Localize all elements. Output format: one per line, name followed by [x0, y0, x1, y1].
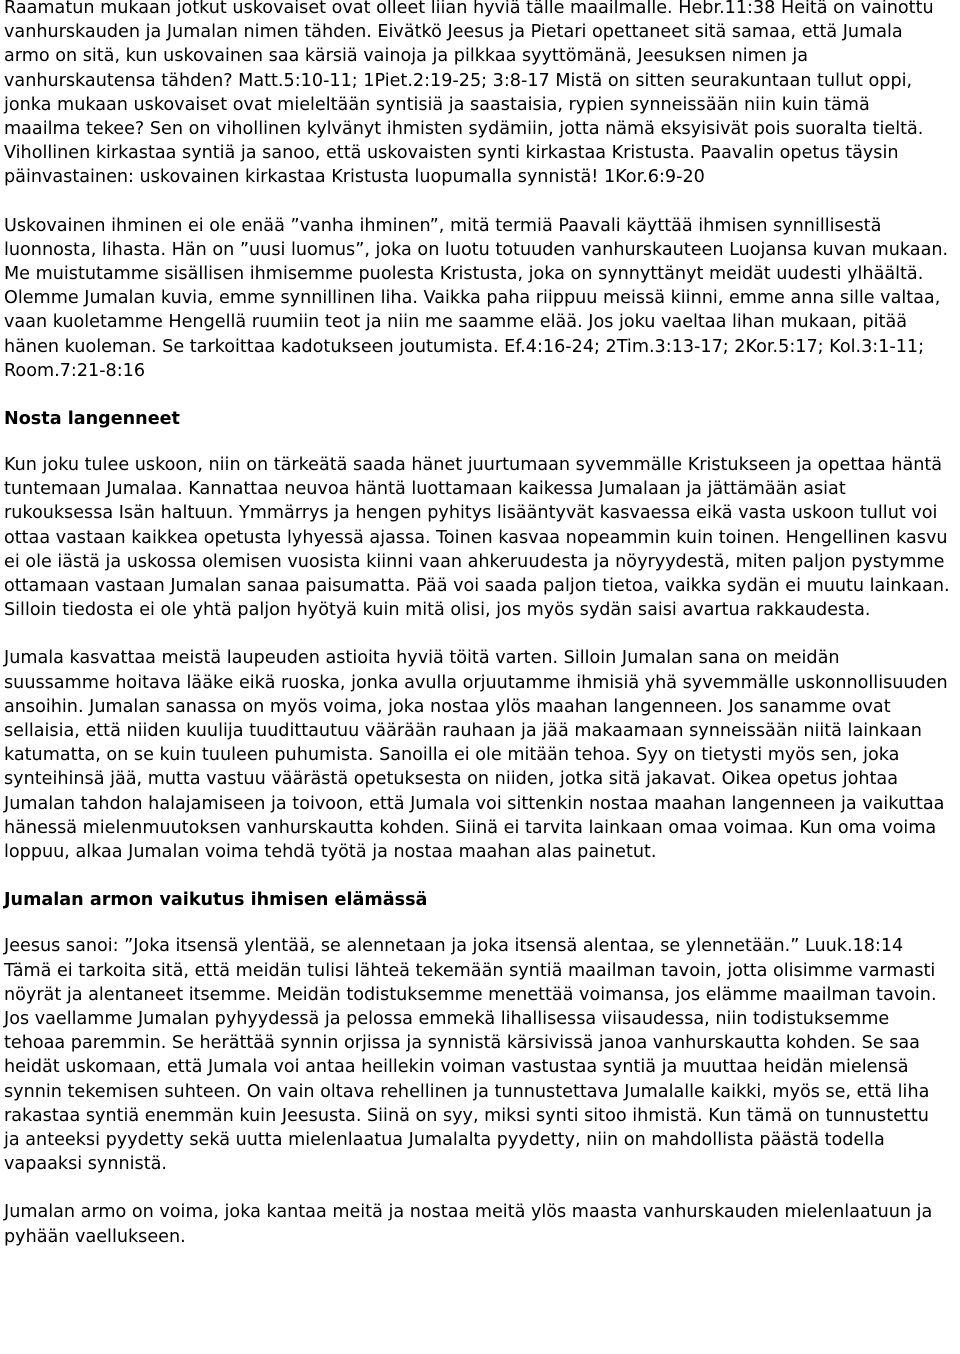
paragraph-grace-is-power: Jumalan armo on voima, joka kantaa meitä ja nostaa meitä ylös maasta vanhurskauden mielenlaatuun ja pyhään vaellukseen. — [4, 1202, 933, 1247]
section-heading-lift-the-fallen: Nosta langenneet — [4, 409, 180, 430]
paragraph-humility-testimony: Jeesus sanoi: ”Joka itsensä ylentää, se alennetaan ja joka itsensä alentaa, se ylennetään.” Luuk.18:14 Tämä ei tarkoita sitä, että meidän tulisi lähteä tekemään syntiä maailman tavoin, jotta olisimme varmasti nöyrät ja alentaneet itsemme. Meidän todistuksemme menettää voimansa, jos elämme maailman tavoin. Jos vaellamme Jumalan pyhyydessä ja pelossa emmekä lihallisessa viisaudessa, niin todistuksemme tehoaa paremmin. Se herättää synnin orjissa ja synnistä kärsivissä janoa vanhurskautta kohden. Se saa heidät uskomaan, että Jumala voi antaa heillekin voiman vastustaa syntiä ja muuttaa heidän mielensä synnin tekemisen suhteen. On vain oltava rehellinen ja tunnustettava Jumalalle kaikki, myös se, että liha rakastaa syntiä enemmän kuin Jeesusta. Siinä on syy, miksi synti sitoo ihmistä. Kun tämä on tunnustettu ja anteeksi pyydetty sekä uutta mielenlaatua Jumalalta pyydetty, niin on mahdollista päästä todella vapaaksi synnistä. — [4, 936, 937, 1175]
paragraph-spiritual-growth: Kun joku tulee uskoon, niin on tärkeätä saada hänet juurtumaan syvemmälle Kristukseen ja opettaa häntä tuntemaan Jumalaa. Kannattaa neuvoa häntä luottamaan kaikessa Jumalaan ja jättämään asiat rukouksessa Isän haltuun. Ymmärrys ja hengen pyhitys lisääntyvät kasvaessa eikä vasta uskoon tullut voi ottaa vastaan kaikkea opetusta lyhyessä ajassa. Toinen kasvaa nopeammin kuin toinen. Hengellinen kasvu ei ole iästä ja uskossa olemisen vuosista kiinni vaan ahkeruudesta ja nöyryydestä, miten paljon pystymme ottamaan vastaan Jumalan sanaa paisumatta. Pää voi saada paljon tietoa, vaikka sydän ei muutu lainkaan. Silloin tiedosta ei ole yhtä paljon hyötyä kuin mitä olisi, jos myös sydän saisi avartua rakkaudesta. — [4, 455, 950, 621]
paragraph-new-creation: Uskovainen ihminen ei ole enää ”vanha ihminen”, mitä termiä Paavali käyttää ihmisen synnillisestä luonnosta, lihasta. Hän on ”uusi luomus”, joka on luotu totuuden vanhurskauteen Luojansa kuvan mukaan. Me muistutamme sisällisen ihmisemme puolesta Kristusta, joka on synnyttänyt meidät uudesti ylhäältä. Olemme Jumalan kuvia, emme synnillinen liha. Vaikka paha riippuu meissä kiinni, emme anna sille valtaa, vaan kuoletamme Hengellä ruumiin teot ja niin me saamme elää. Jos joku vaeltaa lihan mukaan, pitää hänen kuoleman. Se tarkoittaa kadotukseen joutumista. Ef.4:16-24; 2Tim.3:13-17; 2Kor.5:17; Kol.3:1-11; Room.7:21-8:16 — [4, 215, 949, 381]
section-heading-grace-in-life: Jumalan armon vaikutus ihmisen elämässä — [4, 890, 428, 911]
paragraph-faith-persecution: Raamatun mukaan jotkut uskovaiset ovat olleet liian hyviä tälle maailmalle. Hebr.11:38 Heitä on vainottu vanhurskauden ja Jumalan nimen tähden. Eivätkö Jeesus ja Pietari opettaneet sitä samaa, että Jumala armo on sitä, kun uskovainen saa kärsiä vainoja ja pilkkaa syyttömänä, Jeesuksen nimen ja vanhurskautensa tähden? Matt.5:10-11; 1Piet.2:19-25; 3:8-17 Mistä on sitten seurakuntaan tullut oppi, jonka mukaan uskovaiset ovat mieleltään syntisiä ja saastaisia, rypien synneissään niin kuin tämä maailma tekee? Sen on vihollinen kylvänyt ihmisten sydämiin, jotta nämä eksyisivät pois suoralta tieltä. Vihollinen kirkastaa syntiä ja sanoo, että uskovaisten synti kirkastaa Kristusta. Paavalin opetus täysin päinvastainen: uskovainen kirkastaa Kristusta luopumalla synnistä! 1Kor.6:9-20 — [4, 0, 934, 188]
paragraph-vessels-of-mercy: Jumala kasvattaa meistä laupeuden astioita hyviä töitä varten. Silloin Jumalan sana on meidän suussamme hoitava lääke eikä ruoska, jonka avulla orjuutamme ihmisiä yhä syvemmälle uskonnollisuuden ansoihin. Jumalan sanassa on myös voima, joka nostaa ylös maahan langenneen. Jos sanamme ovat sellaisia, että niiden kuulija tuudittautuu väärään rauhaan ja jää makaamaan synneissään niitä lainkaan katumatta, on se kuin tuuleen puhumista. Sanoilla ei ole mitään tehoa. Syy on tietysti myös sen, joka synteihinsä jää, mutta vastuu väärästä opetuksesta on niiden, jotka sitä jakavat. Oikea opetus johtaa Jumalan tahdon halajamiseen ja toivoon, että Jumala voi sittenkin nostaa maahan langenneen ja vaikuttaa hänessä mielenmuutoksen vanhurskautta kohden. Siinä ei tarvita lainkaan omaa voimaa. Kun oma voima loppuu, alkaa Jumalan voima tehdä työtä ja nostaa maahan alas painetut. — [4, 648, 948, 863]
